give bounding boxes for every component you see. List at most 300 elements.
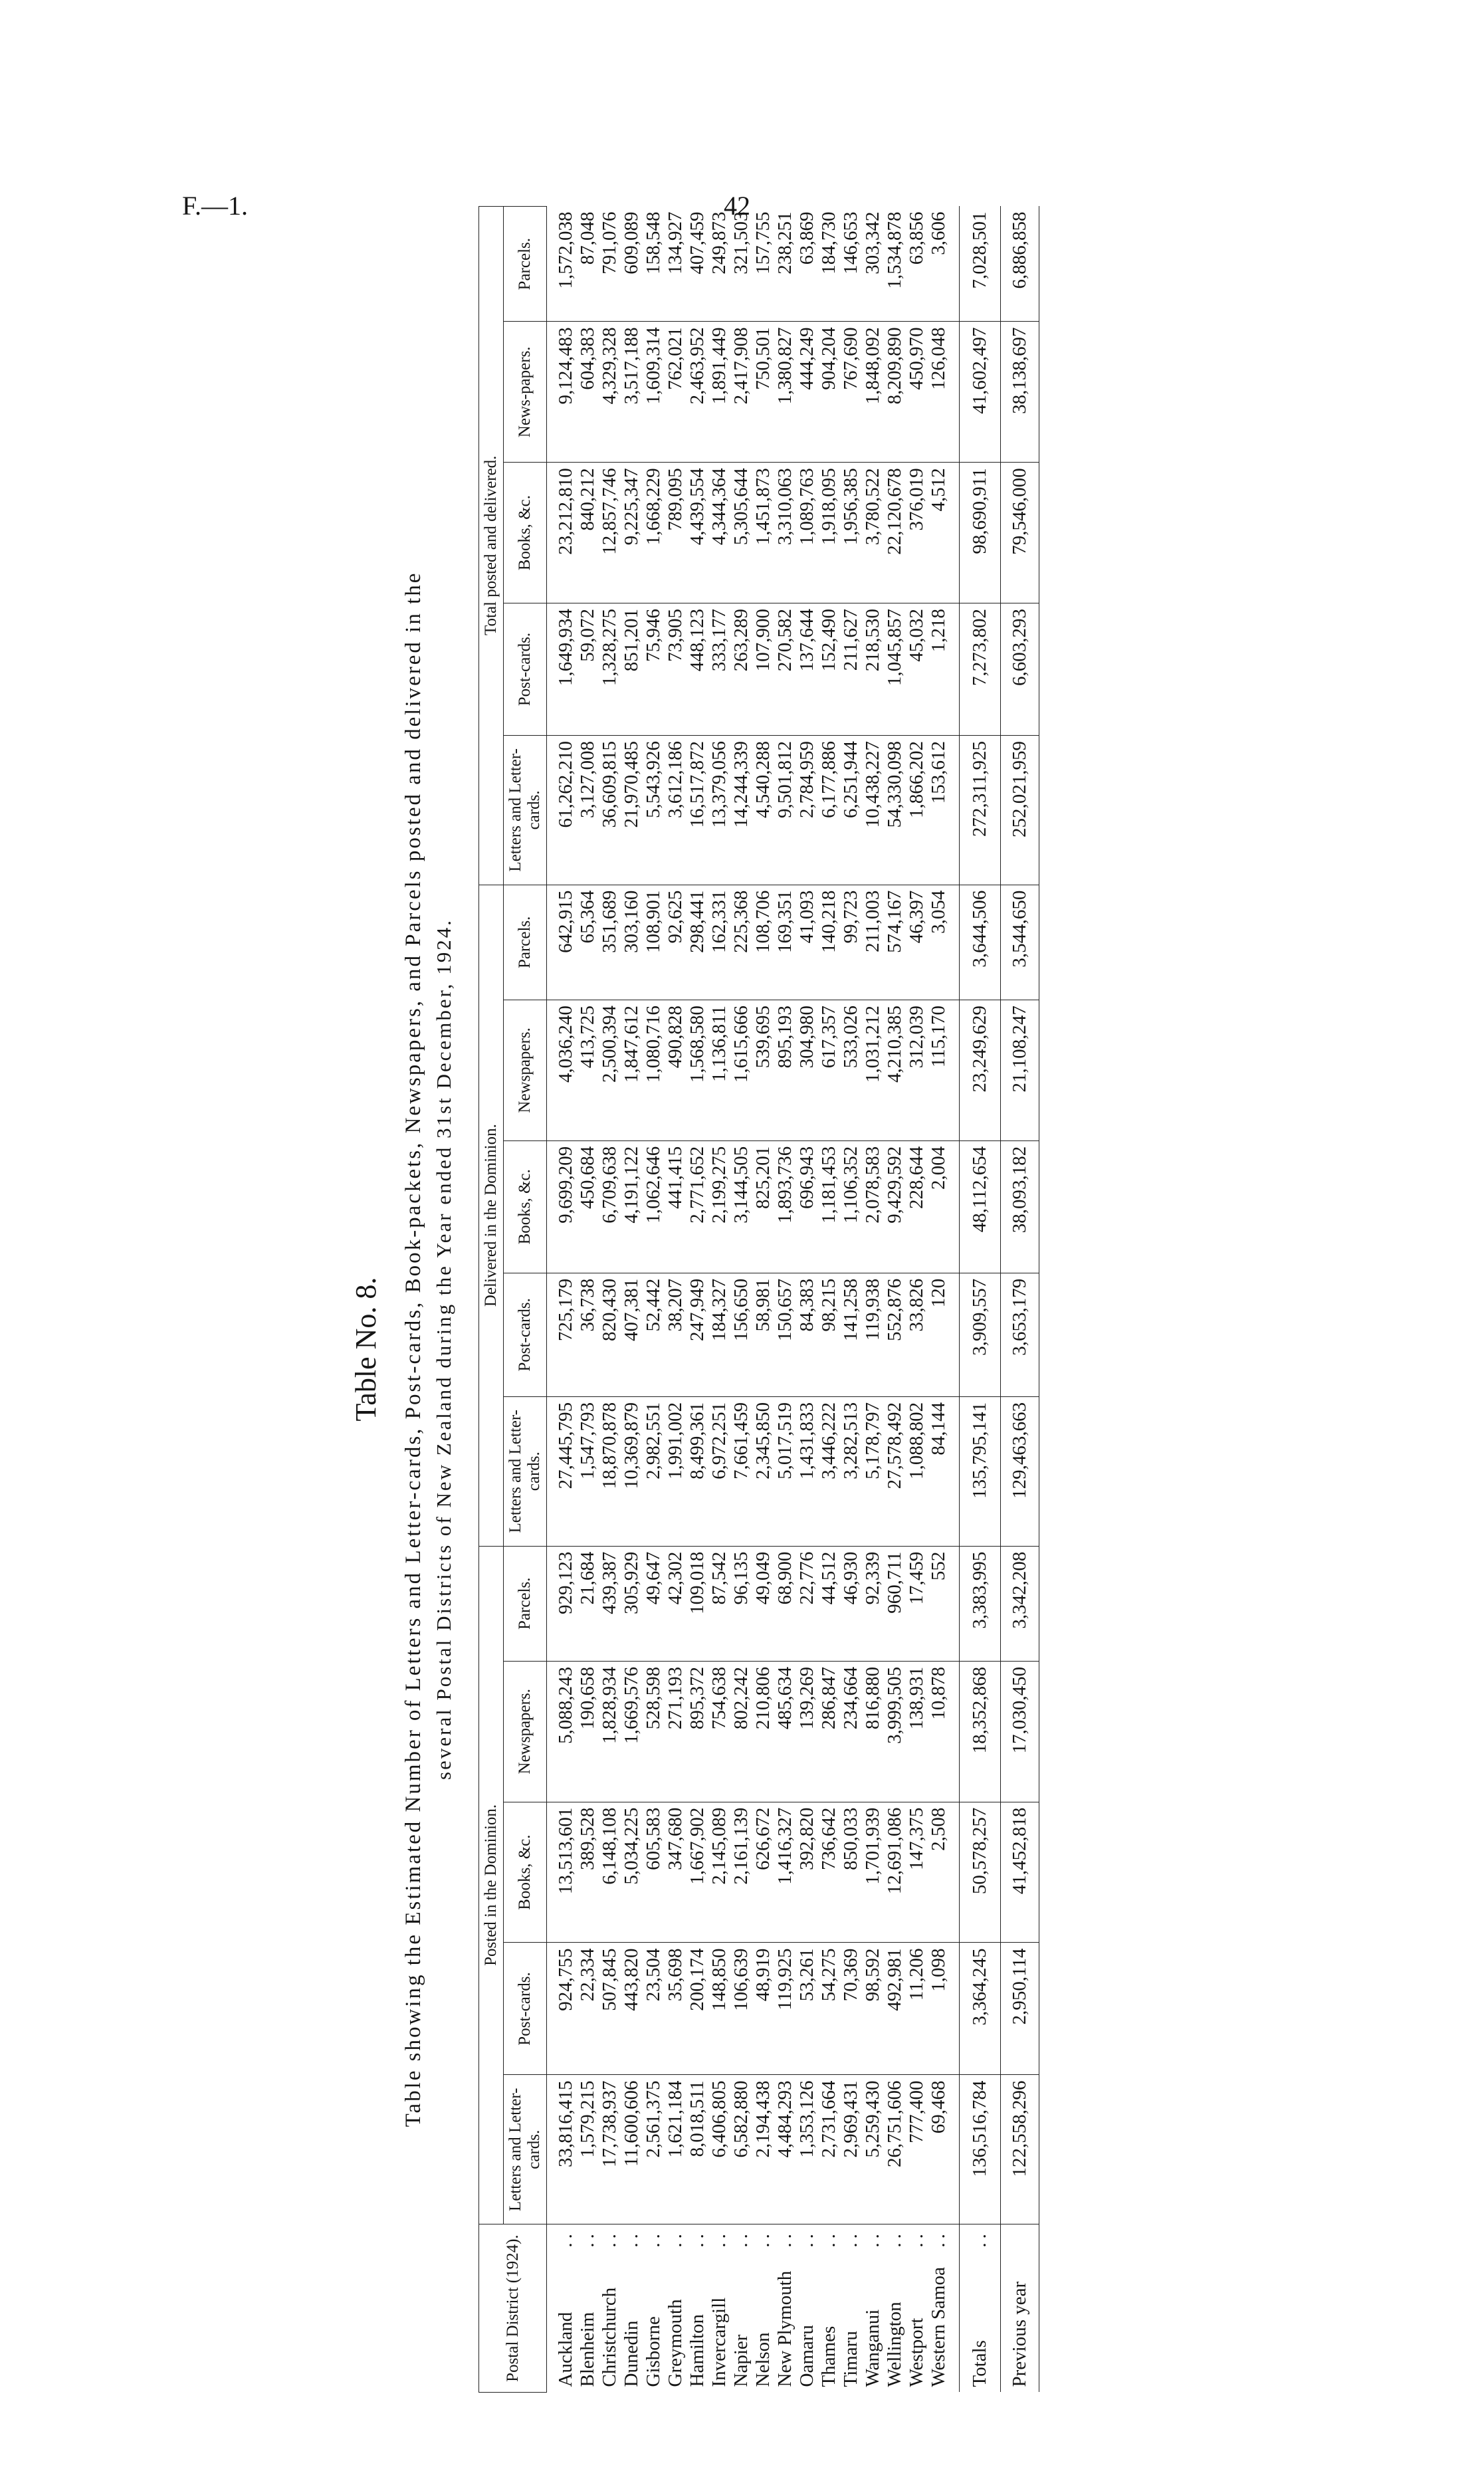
district-name: [862, 2224, 884, 2393]
value-cell: 754,638: [708, 1661, 730, 1802]
value-cell: 321,503: [730, 207, 752, 322]
district-label: Napier: [730, 2334, 752, 2387]
value-cell: 3,310,063: [774, 463, 796, 603]
column-header-books: Books, &c.: [504, 1802, 547, 1943]
value-cell: 98,592: [862, 1943, 884, 2075]
value-cell: 725,179: [547, 1273, 578, 1396]
district-label: Invercargill: [708, 2297, 730, 2387]
value-cell: 58,981: [752, 1273, 774, 1396]
value-cell: 92,339: [862, 1546, 884, 1661]
value-cell: 41,093: [796, 885, 818, 1000]
value-cell: 13,379,056: [708, 736, 730, 885]
value-cell: 271,193: [665, 1661, 687, 1802]
table-row: [621, 207, 643, 2393]
value-cell: 3,446,222: [818, 1396, 840, 1546]
header-column-row: [504, 207, 547, 2393]
value-cell: 448,123: [687, 603, 708, 736]
value-cell: 238,251: [774, 207, 796, 322]
value-cell: 4,191,122: [621, 1140, 643, 1273]
value-cell: 158,548: [643, 207, 665, 322]
district-name: [818, 2224, 840, 2393]
value-cell: 850,033: [840, 1802, 862, 1943]
table-row: [928, 207, 960, 2393]
value-cell: 10,438,227: [862, 736, 884, 885]
district-label: Christchurch: [599, 2287, 620, 2387]
value-cell: 1,891,449: [708, 322, 730, 463]
leader-dots: ..: [840, 2230, 861, 2248]
value-cell: 1,918,095: [818, 463, 840, 603]
district-label: Dunedin: [621, 2320, 642, 2387]
value-cell: 84,383: [796, 1273, 818, 1396]
value-cell: 1,701,939: [862, 1802, 884, 1943]
value-cell: 12,857,746: [599, 463, 621, 603]
value-cell: 48,919: [752, 1943, 774, 2075]
district-label: Timaru: [840, 2331, 861, 2387]
value-cell: 1,218: [928, 603, 960, 736]
value-cell: 6,886,858: [1001, 207, 1039, 322]
table-row: [774, 207, 796, 2393]
value-cell: 54,275: [818, 1943, 840, 2075]
value-cell: 851,201: [621, 603, 643, 736]
table-row: [665, 207, 687, 2393]
value-cell: 312,039: [906, 1000, 928, 1140]
district-name: [547, 2224, 578, 2393]
value-cell: 450,970: [906, 322, 928, 463]
value-cell: 376,019: [906, 463, 928, 603]
value-cell: 247,949: [687, 1273, 708, 1396]
value-cell: 3,999,505: [884, 1661, 906, 1802]
value-cell: 1,451,873: [752, 463, 774, 603]
value-cell: 126,048: [928, 322, 960, 463]
value-cell: 26,751,606: [884, 2075, 906, 2224]
column-header-parcels: Parcels.: [504, 1546, 547, 1661]
district-label: Westport: [906, 2318, 927, 2387]
value-cell: 52,442: [643, 1273, 665, 1396]
value-cell: 68,900: [774, 1546, 796, 1661]
district-name: [577, 2224, 599, 2393]
value-cell: 7,273,802: [960, 603, 1001, 736]
value-cell: 18,352,868: [960, 1661, 1001, 1802]
value-cell: 147,375: [906, 1802, 928, 1943]
value-cell: 1,847,612: [621, 1000, 643, 1140]
table-row: [862, 207, 884, 2393]
value-cell: 626,672: [752, 1802, 774, 1943]
value-cell: 441,415: [665, 1140, 687, 1273]
value-cell: 1,568,580: [687, 1000, 708, 1140]
value-cell: 152,490: [818, 603, 840, 736]
column-header-books: Books, &c.: [504, 1140, 547, 1273]
value-cell: 443,820: [621, 1943, 643, 2075]
value-cell: 609,089: [621, 207, 643, 322]
value-cell: 249,873: [708, 207, 730, 322]
value-cell: 6,148,108: [599, 1802, 621, 1943]
value-cell: 4,512: [928, 463, 960, 603]
table-row: [547, 207, 578, 2393]
leader-dots: ..: [969, 2230, 990, 2248]
value-cell: 8,018,511: [687, 2075, 708, 2224]
group-header-posted: Posted in the Dominion.: [479, 1546, 504, 2224]
value-cell: 153,612: [928, 736, 960, 885]
value-cell: 109,018: [687, 1546, 708, 1661]
value-cell: 840,212: [577, 463, 599, 603]
value-cell: 1,866,202: [906, 736, 928, 885]
value-cell: 1,089,763: [796, 463, 818, 603]
value-cell: 38,093,182: [1001, 1140, 1039, 1273]
value-cell: 5,178,797: [862, 1396, 884, 1546]
value-cell: 3,127,008: [577, 736, 599, 885]
table-head: [479, 207, 547, 2393]
value-cell: 36,609,815: [599, 736, 621, 885]
value-cell: 3,544,650: [1001, 885, 1039, 1000]
value-cell: 3,909,557: [960, 1273, 1001, 1396]
value-cell: 450,684: [577, 1140, 599, 1273]
value-cell: 924,755: [547, 1943, 578, 2075]
value-cell: 895,193: [774, 1000, 796, 1140]
value-cell: 407,381: [621, 1273, 643, 1396]
leader-dots: ..: [708, 2230, 730, 2248]
value-cell: 3,612,186: [665, 736, 687, 885]
value-cell: 184,730: [818, 207, 840, 322]
table-subtitle: several Postal Districts of New Zealand during the Year ended 31st December, 1924.: [432, 919, 455, 1780]
district-name: [687, 2224, 708, 2393]
value-cell: 33,826: [906, 1273, 928, 1396]
value-cell: 211,003: [862, 885, 884, 1000]
value-cell: 16,517,872: [687, 736, 708, 885]
district-label: Auckland: [555, 2312, 576, 2387]
value-cell: 1,098: [928, 1943, 960, 2075]
district-name: [906, 2224, 928, 2393]
table-row: [687, 207, 708, 2393]
value-cell: 2,508: [928, 1802, 960, 1943]
value-cell: 70,369: [840, 1943, 862, 2075]
value-cell: 9,429,592: [884, 1140, 906, 1273]
value-cell: 3,606: [928, 207, 960, 322]
value-cell: 2,463,952: [687, 322, 708, 463]
value-cell: 351,689: [599, 885, 621, 1000]
value-cell: 134,927: [665, 207, 687, 322]
value-cell: 87,048: [577, 207, 599, 322]
value-cell: 895,372: [687, 1661, 708, 1802]
value-cell: 108,901: [643, 885, 665, 1000]
value-cell: 298,441: [687, 885, 708, 1000]
value-cell: 6,177,886: [818, 736, 840, 885]
value-cell: 1,106,352: [840, 1140, 862, 1273]
table-row: [840, 207, 862, 2393]
value-cell: 9,699,209: [547, 1140, 578, 1273]
value-cell: 38,207: [665, 1273, 687, 1396]
leader-dots: ..: [621, 2230, 642, 2248]
value-cell: 2,004: [928, 1140, 960, 1273]
value-cell: 18,870,878: [599, 1396, 621, 1546]
value-cell: 5,017,519: [774, 1396, 796, 1546]
value-cell: 63,856: [906, 207, 928, 322]
value-cell: 79,546,000: [1001, 463, 1039, 603]
value-cell: 150,657: [774, 1273, 796, 1396]
value-cell: 1,667,902: [687, 1802, 708, 1943]
column-header-postcards: Post-cards.: [504, 603, 547, 736]
table-title: Table showing the Estimated Number of Letters and Letter-cards, Post-cards, Book-packets, Newspapers, and Parcels posted and delivered in the: [401, 571, 425, 2127]
value-cell: 98,215: [818, 1273, 840, 1396]
value-cell: 528,598: [643, 1661, 665, 1802]
leader-dots: ..: [818, 2230, 839, 2248]
value-cell: 507,845: [599, 1943, 621, 2075]
value-cell: 2,194,438: [752, 2075, 774, 2224]
value-cell: 63,869: [796, 207, 818, 322]
value-cell: 1,615,666: [730, 1000, 752, 1140]
value-cell: 286,847: [818, 1661, 840, 1802]
value-cell: 9,124,483: [547, 322, 578, 463]
value-cell: 2,561,375: [643, 2075, 665, 2224]
table-row: [818, 207, 840, 2393]
value-cell: 1,547,793: [577, 1396, 599, 1546]
value-cell: 92,625: [665, 885, 687, 1000]
district-label: Western Samoa: [928, 2267, 949, 2387]
value-cell: 169,351: [774, 885, 796, 1000]
value-cell: 98,690,911: [960, 463, 1001, 603]
value-cell: 46,397: [906, 885, 928, 1000]
value-cell: 750,501: [752, 322, 774, 463]
value-cell: 816,880: [862, 1661, 884, 1802]
leader-dots: ..: [862, 2230, 883, 2248]
value-cell: 333,177: [708, 603, 730, 736]
table-row: [796, 207, 818, 2393]
leader-dots: ..: [774, 2230, 795, 2248]
leader-dots: ..: [555, 2230, 576, 2248]
value-cell: 1,572,038: [547, 207, 578, 322]
value-cell: 4,329,328: [599, 322, 621, 463]
value-cell: 45,032: [906, 603, 928, 736]
value-cell: 5,305,644: [730, 463, 752, 603]
value-cell: 303,342: [862, 207, 884, 322]
value-cell: 200,174: [687, 1943, 708, 2075]
district-name: [665, 2224, 687, 2393]
value-cell: 218,530: [862, 603, 884, 736]
value-cell: 22,120,678: [884, 463, 906, 603]
value-cell: 802,242: [730, 1661, 752, 1802]
value-cell: 1,088,802: [906, 1396, 928, 1546]
district-label: Totals: [969, 2340, 990, 2387]
value-cell: 17,738,937: [599, 2075, 621, 2224]
value-cell: 140,218: [818, 885, 840, 1000]
value-cell: 303,160: [621, 885, 643, 1000]
value-cell: 904,204: [818, 322, 840, 463]
value-cell: 4,344,364: [708, 463, 730, 603]
value-cell: 1,181,453: [818, 1140, 840, 1273]
value-cell: 108,706: [752, 885, 774, 1000]
value-cell: 148,850: [708, 1943, 730, 2075]
district-name: [774, 2224, 796, 2393]
value-cell: 5,088,243: [547, 1661, 578, 1802]
district-label: Wellington: [884, 2302, 905, 2387]
value-cell: 73,905: [665, 603, 687, 736]
value-cell: 162,331: [708, 885, 730, 1000]
value-cell: 304,980: [796, 1000, 818, 1140]
value-cell: 22,334: [577, 1943, 599, 2075]
table-row: [906, 207, 928, 2393]
leader-dots: ..: [665, 2230, 686, 2248]
district-name: [621, 2224, 643, 2393]
value-cell: 929,123: [547, 1546, 578, 1661]
value-cell: 106,639: [730, 1943, 752, 2075]
district-name: [708, 2224, 730, 2393]
value-cell: 492,981: [884, 1943, 906, 2075]
value-cell: 789,095: [665, 463, 687, 603]
value-cell: 4,036,240: [547, 1000, 578, 1140]
value-cell: 305,929: [621, 1546, 643, 1661]
value-cell: 210,806: [752, 1661, 774, 1802]
value-cell: 552,876: [884, 1273, 906, 1396]
value-cell: 8,209,890: [884, 322, 906, 463]
column-header-letters: Letters and Letter-cards.: [504, 2075, 547, 2224]
postal-statistics-table: [478, 206, 1039, 2393]
value-cell: 3,054: [928, 885, 960, 1000]
value-cell: 2,500,394: [599, 1000, 621, 1140]
district-name: [796, 2224, 818, 2393]
value-cell: 574,167: [884, 885, 906, 1000]
value-cell: 1,353,126: [796, 2075, 818, 2224]
value-cell: 604,383: [577, 322, 599, 463]
value-cell: 552: [928, 1546, 960, 1661]
value-cell: 46,930: [840, 1546, 862, 1661]
value-cell: 1,045,857: [884, 603, 906, 736]
value-cell: 4,540,288: [752, 736, 774, 885]
document-code: F.—1.: [182, 191, 249, 221]
value-cell: 490,828: [665, 1000, 687, 1140]
value-cell: 141,258: [840, 1273, 862, 1396]
value-cell: 2,771,652: [687, 1140, 708, 1273]
value-cell: 1,328,275: [599, 603, 621, 736]
value-cell: 12,691,086: [884, 1802, 906, 1943]
value-cell: 5,543,926: [643, 736, 665, 885]
value-cell: 696,943: [796, 1140, 818, 1273]
value-cell: 17,459: [906, 1546, 928, 1661]
value-cell: 6,406,805: [708, 2075, 730, 2224]
leader-dots: ..: [928, 2230, 949, 2248]
district-label: New Plymouth: [774, 2270, 795, 2387]
value-cell: 122,558,296: [1001, 2075, 1039, 2224]
value-cell: 1,893,736: [774, 1140, 796, 1273]
value-cell: 485,634: [774, 1661, 796, 1802]
value-cell: 41,602,497: [960, 322, 1001, 463]
value-cell: 23,212,810: [547, 463, 578, 603]
value-cell: 234,664: [840, 1661, 862, 1802]
value-cell: 762,021: [665, 322, 687, 463]
value-cell: 69,468: [928, 2075, 960, 2224]
value-cell: 1,956,385: [840, 463, 862, 603]
value-cell: 6,603,293: [1001, 603, 1039, 736]
value-cell: 272,311,925: [960, 736, 1001, 885]
previous-year-row: [1001, 207, 1039, 2393]
leader-dots: ..: [643, 2230, 664, 2248]
value-cell: 270,582: [774, 603, 796, 736]
table-row: [599, 207, 621, 2393]
value-cell: 44,512: [818, 1546, 840, 1661]
value-cell: 2,982,551: [643, 1396, 665, 1546]
value-cell: 49,647: [643, 1546, 665, 1661]
value-cell: 21,684: [577, 1546, 599, 1661]
district-label: Greymouth: [665, 2299, 686, 2387]
value-cell: 38,138,697: [1001, 322, 1039, 463]
value-cell: 439,387: [599, 1546, 621, 1661]
value-cell: 22,776: [796, 1546, 818, 1661]
value-cell: 2,145,089: [708, 1802, 730, 1943]
value-cell: 119,938: [862, 1273, 884, 1396]
district-label: Oamaru: [796, 2325, 817, 2387]
value-cell: 2,969,431: [840, 2075, 862, 2224]
value-cell: 99,723: [840, 885, 862, 1000]
column-header-district: Postal District (1924).: [479, 2224, 547, 2393]
value-cell: 75,946: [643, 603, 665, 736]
value-cell: 392,820: [796, 1802, 818, 1943]
leader-dots: ..: [577, 2230, 598, 2248]
leader-dots: ..: [599, 2230, 620, 2248]
value-cell: 139,269: [796, 1661, 818, 1802]
column-header-parcels: Parcels.: [504, 885, 547, 1000]
column-header-newspapers: Newspapers.: [504, 1000, 547, 1140]
value-cell: 605,583: [643, 1802, 665, 1943]
value-cell: 736,642: [818, 1802, 840, 1943]
column-header-newspapers: News-papers.: [504, 322, 547, 463]
value-cell: 157,755: [752, 207, 774, 322]
value-cell: 1,668,229: [643, 463, 665, 603]
value-cell: 767,690: [840, 322, 862, 463]
value-cell: 17,030,450: [1001, 1661, 1039, 1802]
district-name: [840, 2224, 862, 2393]
value-cell: 1,431,833: [796, 1396, 818, 1546]
table-row: [708, 207, 730, 2393]
leader-dots: ..: [752, 2230, 774, 2248]
table-row: [730, 207, 752, 2393]
district-name: [599, 2224, 621, 2393]
value-cell: 5,259,430: [862, 2075, 884, 2224]
value-cell: 777,400: [906, 2075, 928, 2224]
value-cell: 120: [928, 1273, 960, 1396]
value-cell: 7,028,501: [960, 207, 1001, 322]
district-name: [730, 2224, 752, 2393]
value-cell: 444,249: [796, 322, 818, 463]
leader-dots: ..: [687, 2230, 708, 2248]
district-label: Nelson: [752, 2332, 774, 2387]
value-cell: 1,062,646: [643, 1140, 665, 1273]
district-label: Previous year: [1009, 2281, 1030, 2387]
value-cell: 3,282,513: [840, 1396, 862, 1546]
value-cell: 13,513,601: [547, 1802, 578, 1943]
value-cell: 820,430: [599, 1273, 621, 1396]
value-cell: 2,731,664: [818, 2075, 840, 2224]
value-cell: 1,649,934: [547, 603, 578, 736]
value-cell: 252,021,959: [1001, 736, 1039, 885]
value-cell: 2,199,275: [708, 1140, 730, 1273]
value-cell: 642,915: [547, 885, 578, 1000]
value-cell: 1,136,811: [708, 1000, 730, 1140]
value-cell: 14,244,339: [730, 736, 752, 885]
value-cell: 225,368: [730, 885, 752, 1000]
value-cell: 10,369,879: [621, 1396, 643, 1546]
value-cell: 8,499,361: [687, 1396, 708, 1546]
value-cell: 4,210,385: [884, 1000, 906, 1140]
value-cell: 263,289: [730, 603, 752, 736]
district-label: Wanganui: [862, 2309, 883, 2387]
value-cell: 1,031,212: [862, 1000, 884, 1140]
value-cell: 211,627: [840, 603, 862, 736]
value-cell: 389,528: [577, 1802, 599, 1943]
column-header-postcards: Post-cards.: [504, 1273, 547, 1396]
value-cell: 9,501,812: [774, 736, 796, 885]
value-cell: 65,364: [577, 885, 599, 1000]
value-cell: 407,459: [687, 207, 708, 322]
value-cell: 11,600,606: [621, 2075, 643, 2224]
value-cell: 825,201: [752, 1140, 774, 1273]
